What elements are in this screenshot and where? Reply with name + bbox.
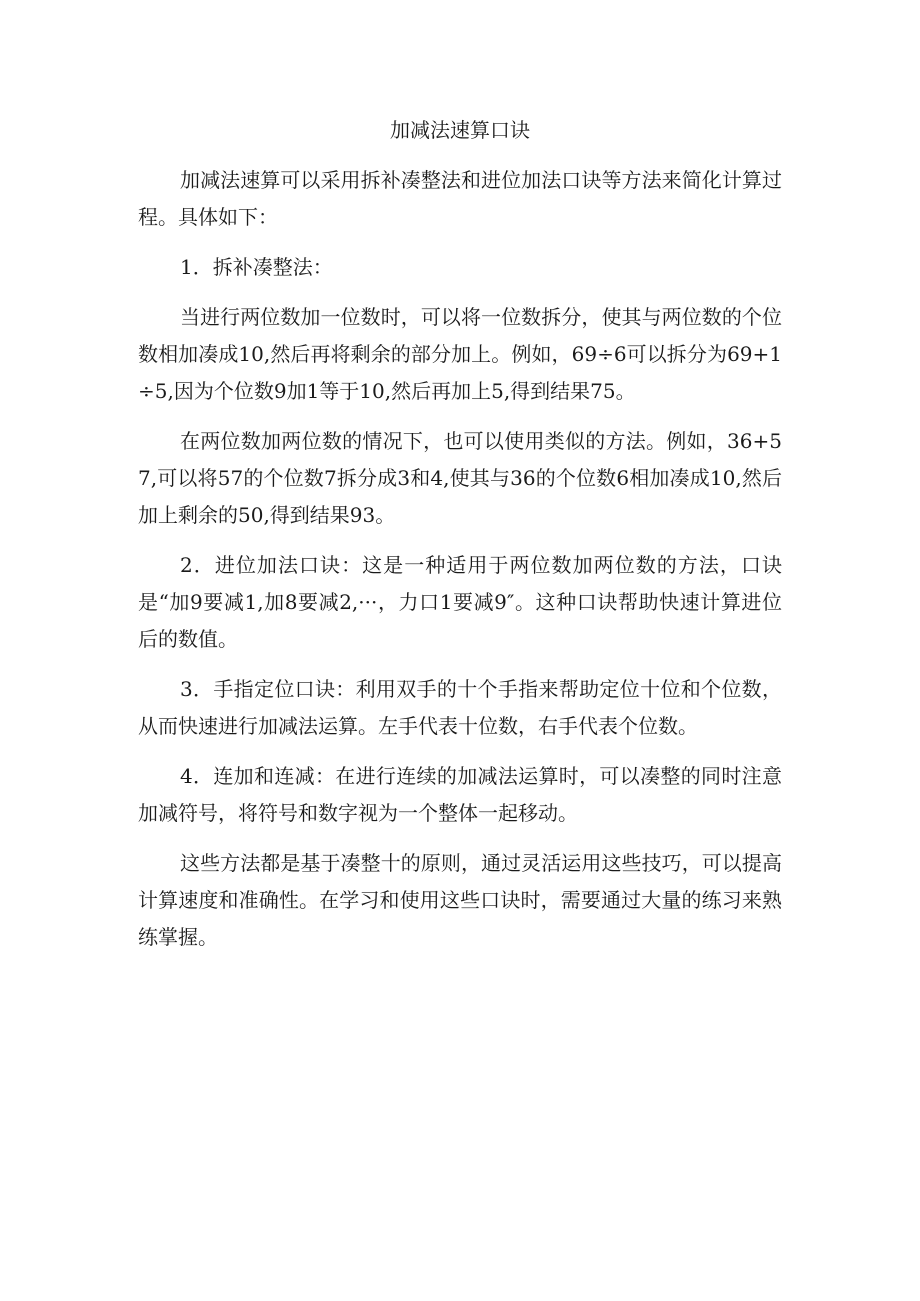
paragraph-method-1b: 在两位数加两位数的情况下，也可以使用类似的方法。例如，36+57,可以将57的个位数7拆分成3和4,使其与36的个位数6相加凑成10,然后加上剩余的50,得到结果93。 (138, 429, 782, 527)
paragraph-conclusion: 这些方法都是基于凑整十的原则，通过灵活运用这些技巧，可以提高计算速度和准确性。在学习和使用这些口诀时，需要通过大量的练习来熟练掌握。 (138, 851, 782, 949)
paragraph-method-2: 2．进位加法口诀：这是一种适用于两位数加两位数的方法，口诀是“加9要减1,加8要减2,···，力口1要减9″。这种口诀帮助快速计算进位后的数值。 (138, 553, 782, 651)
paragraph-method-3: 3．手指定位口诀：利用双手的十个手指来帮助定位十位和个位数，从而快速进行加减法运算。左手代表十位数，右手代表个位数。 (138, 677, 782, 738)
document-title: 加减法速算口诀 (390, 118, 530, 142)
paragraph-method-4: 4．连加和连减：在进行连续的加减法运算时，可以凑整的同时注意加减符号，将符号和数字视为一个整体一起移动。 (138, 764, 782, 825)
document-body (138, 112, 782, 969)
paragraph-heading-1: 1．拆补凑整法： (180, 255, 333, 279)
paragraph-intro: 加减法速算可以采用拆补凑整法和进位加法口诀等方法来简化计算过程。具体如下： (138, 168, 782, 229)
paragraph-method-1a: 当进行两位数加一位数时，可以将一位数拆分，使其与两位数的个位数相加凑成10,然后再将剩余的部分加上。例如，69÷6可以拆分为69+1÷5,因为个位数9加1等于10,然后再加上5,得到结果75。 (138, 305, 782, 403)
